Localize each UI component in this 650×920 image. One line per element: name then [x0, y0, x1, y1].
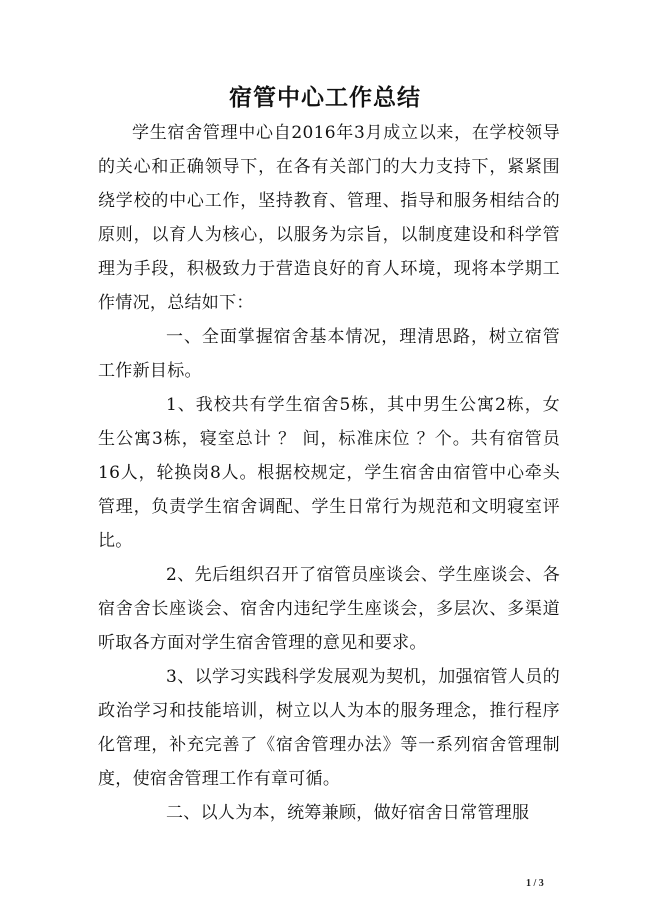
- paragraph-item-3: 3、以学习实践科学发展观为契机，加强宿管人员的政治学习和技能培训，树立以人为本的服务理念，推行程序化管理，补充完善了《宿舍管理办法》等一系列宿舍管理制度，使宿舍管理工作有章可循。: [98, 667, 560, 789]
- document-title: 宿管中心工作总结: [229, 84, 421, 111]
- paragraph-section-two-heading: 二、以人为本，统筹兼顾，做好宿舍日常管理服: [166, 803, 530, 823]
- paragraph-item-1: 1、我校共有学生宿舍5栋，其中男生公寓2栋，女生公寓3栋，寝室总计 ？ 间，标准床位 ？个。共有宿管员16人，轮换岗8人。根据校规定，学生宿舍由宿管中心牵头管理，负责学生宿舍调配、学生日常行为规范和文明寝室评比。: [98, 395, 560, 551]
- paragraph-intro: 学生宿舍管理中心自2016年3月成立以来，在学校领导的关心和正确领导下，在各有关部门的大力支持下，紧紧围绕学校的中心工作，坚持教育、管理、指导和服务相结合的原则，以育人为核心，以服务为宗旨，以制度建设和科学管理为手段，积极致力于营造良好的育人环境，现将本学期工作情况，总结如下：: [98, 123, 560, 313]
- page-number: 1 / 3: [526, 878, 544, 889]
- paragraph-section-one-heading: 一、全面掌握宿舍基本情况，理清思路，树立宿管工作新目标。: [98, 327, 560, 381]
- document-body: [98, 116, 560, 830]
- paragraph-item-2: 2、先后组织召开了宿管员座谈会、学生座谈会、各宿舍舍长座谈会、宿舍内违纪学生座谈会，多层次、多渠道听取各方面对学生宿舍管理的意见和要求。: [98, 565, 560, 653]
